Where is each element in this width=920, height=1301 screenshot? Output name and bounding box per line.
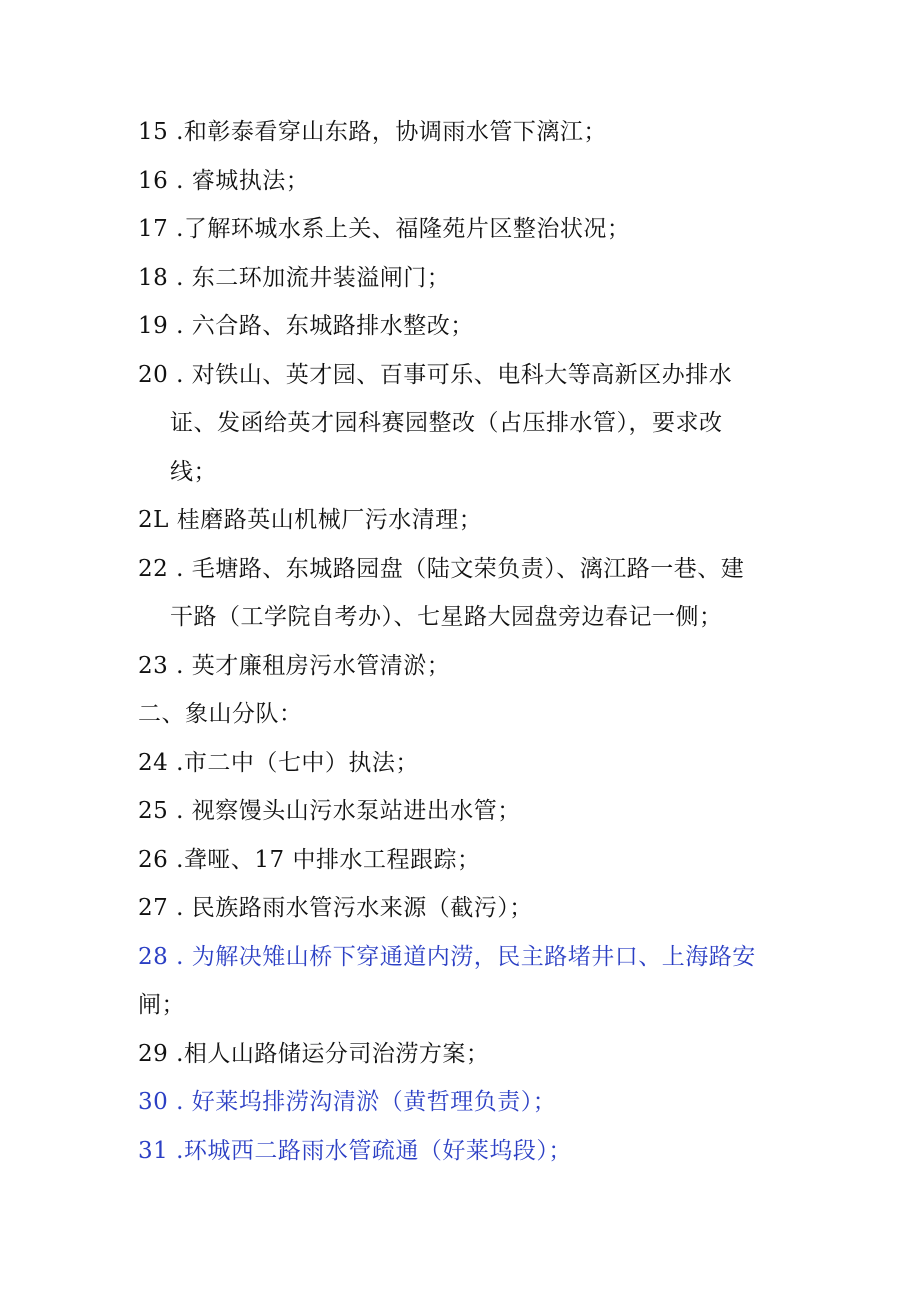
document-line: 30 . 好莱坞排涝沟清淤（黄哲理负责）； — [138, 1089, 557, 1115]
document-line: 证、发函给英才园科赛园整改（占压排水管），要求改 — [170, 410, 723, 436]
document-line: 干路（工学院自考办）、七星路大园盘旁边春记一侧； — [170, 604, 723, 630]
document-line: 线； — [170, 458, 217, 485]
document-line: 15 .和彰泰看穿山东路，协调雨水管下漓江； — [138, 119, 607, 145]
document-line: 闸； — [138, 992, 185, 1018]
document-body — [138, 108, 798, 1175]
document-line: 25 . 视察馒头山污水泵站进出水管； — [138, 798, 521, 824]
document-line: 19 . 六合路、东城路排水整改； — [138, 313, 474, 339]
document-line: 二、象山分队： — [138, 701, 303, 727]
document-line: 23 . 英才廉租房污水管清淤； — [138, 652, 451, 679]
document-line: 26 .聋哑、17 中排水工程跟踪； — [138, 846, 481, 873]
document-line: 2L 桂磨路英山机械厂污水清理； — [138, 507, 483, 533]
document-line: 27 . 民族路雨水管污水来源（截污）； — [138, 895, 533, 921]
document-line: 16 . 睿城执法； — [138, 167, 310, 194]
document-line: 28 . 为解决雉山桥下穿通道内涝，民主路堵井口、上海路安 — [138, 943, 756, 970]
document-line: 22 . 毛塘路、东城路园盘（陆文荣负责）、漓江路一巷、建 — [138, 555, 745, 582]
document-line: 29 .相人山路储运分司治涝方案； — [138, 1040, 490, 1067]
document-line: 18 . 东二环加流井装溢闸门； — [138, 264, 451, 291]
document-line: 17 .了解环城水系上关、福隆苑片区整治状况； — [138, 216, 631, 242]
document-line: 20 . 对铁山、英才园、百事可乐、电科大等高新区办排水 — [138, 361, 733, 388]
document-line: 31 .环城西二路雨水管疏通（好莱坞段）； — [138, 1137, 572, 1164]
document-line: 24 .市二中（七中）执法； — [138, 749, 419, 776]
